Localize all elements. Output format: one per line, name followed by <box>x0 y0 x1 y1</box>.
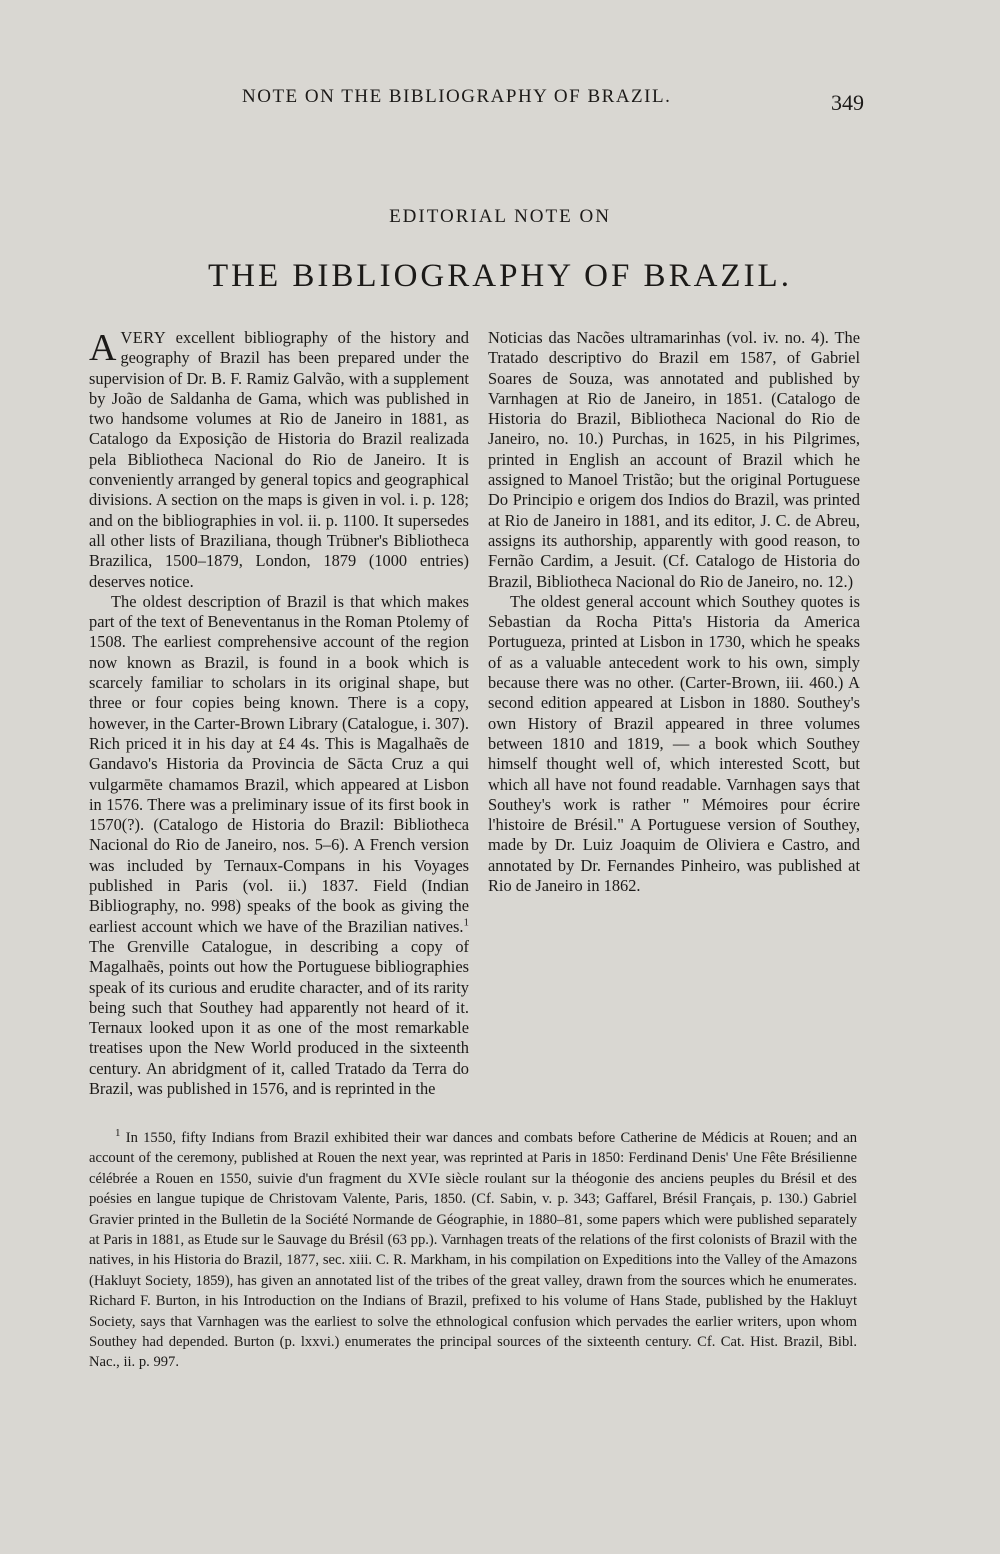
text-column-left <box>89 328 469 1099</box>
paragraph-1 <box>89 328 469 592</box>
footnote-mark: 1 <box>115 1127 121 1140</box>
paragraph-2-text: The oldest description of Brazil is that which makes part of the text of Beneventanus in the Roman Ptolemy of 1508. The earliest comprehensive account of the region now known as Brazil, is found in a book which is scarcely familiar to scholars in its original shape, but three or four copies being known. There is a copy, however, in the Carter-Brown Library (Catalogue, i. 307). Rich priced it in his day at £4 4s. This is Magalhaẽs de Gandavo's Historia da Provincia de Sācta Cruz a qui vulgarmēte chamamos Brazil, which appeared at Lisbon in 1576. There was a preliminary issue of its first book in 1570(?). (Catalogo de Historia do Brazil: Bibliotheca Nacional do Rio de Janeiro, nos. 5–6). A French version was included by Ternaux-Compans in his Voyages published in Paris (vol. ii.) 1837. Field (Indian Bibliography, no. 998) speaks of the book as giving the earliest account which we have of the Brazilian natives. <box>89 591 469 936</box>
footnote-reference: 1 <box>463 916 469 929</box>
footnote-paragraph <box>89 1128 857 1373</box>
footnote-text: In 1550, fifty Indians from Brazil exhibited their war dances and combats before Catherine de Médicis at Rouen; and an account of the ceremony, published at Rouen the next year, was reprinted at Paris in 1850: Ferdinand Denis' Une Fête Brésilienne célébrée a Rouen en 1550, suivie d'un fragment du XVIe siècle roulant sur la théogonie des anciens peuples du Brésil et des poésies en langue tupique de Christovam Valente, Paris, 1850. (Cf. Sabin, v. p. 343; Gaffarel, Brésil Français, p. 130.) Gabriel Gravier printed in the Bulletin de la Société Normande de Géographie, in 1880–81, some papers which were published separately at Paris in 1881, as Etude sur le Sauvage du Brésil (63 pp.). Varnhagen treats of the relations of the first colonists of Brazil with the natives, in his Historia do Brazil, 1877, sec. xiii. C. R. Markham, in his compilation on Expeditions into the Valley of the Amazons (Hakluyt Society, 1859), has given an annotated list of the tribes of the great valley, drawn from the sources which he enumerates. Richard F. Burton, in his Introduction on the Indians of Brazil, prefixed to his volume of Hans Stade, published by the Hakluyt Society, says that Varnhagen was the earliest to solve the ethnological confusion which pervades the earlier writers, upon whom Southey had depended. Burton (p. lxxvi.) enumerates the principal sources of the sixteenth century. Cf. Cat. Hist. Brazil, Bibl. Nac., ii. p. 997. <box>89 1130 857 1371</box>
paragraph-3 <box>488 592 860 896</box>
article-title: THE BIBLIOGRAPHY OF BRAZIL. <box>208 258 792 294</box>
paragraph-3-text: The oldest general account which Southey quotes is Sebastian da Rocha Pitta's Historia da America Portugueza, printed at Lisbon in 1730, which he speaks of as a valuable antecedent work to his own, simply because there was no other. (Carter-Brown, iii. 460.) A second edition appeared at Lisbon in 1880. Southey's own History of Brazil appeared in three volumes between 1810 and 1819, — a book which Southey himself thought well of, which interested Scott, but which all have not found readable. Varnhagen says that Southey's work is rather " Mémoires pour écrire l'histoire de Brésil." A Portuguese version of Southey, made by Dr. Luiz Joaquim de Oliviera e Castro, and annotated by Dr. Fernandes Pinheiro, was published at Rio de Janeiro in 1862. <box>488 591 860 896</box>
footnote <box>89 1128 857 1373</box>
paragraph-1-text: excellent bibliography of the history and geography of Brazil has been prepared under the supervision of Dr. B. F. Ramiz Galvão, with a supplement by João de Saldanha de Gama, which was published in two handsome volumes at Rio de Janeiro in 1881, as Catalogo da Exposição de Historia do Brazil realizada pela Bibliotheca Nacional do Rio de Janeiro. It is conveniently arranged by general topics and geographical divisions. A section on the maps is given in vol. i. p. 128; and on the bibliographies in vol. ii. p. 1100. It supersedes all other lists of Braziliana, though Trübner's Bibliotheca Brazilica, 1500–1879, London, 1879 (1000 entries) deserves notice. <box>89 328 469 591</box>
article-kicker: EDITORIAL NOTE ON <box>389 206 611 227</box>
page-number: 349 <box>831 90 864 115</box>
text-column-right <box>488 328 860 896</box>
running-head: NOTE ON THE BIBLIOGRAPHY OF BRAZIL. <box>242 86 672 107</box>
paragraph-2-overflow: Noticias das Nacões ultramarinhas (vol. iv. no. 4). The Tratado descriptivo do Brazil em 1587, of Gabriel Soares de Souza, was annotated and published by Varnhagen at Rio de Janeiro, in 1851. (Catalogo de Historia do Brazil, Bibliotheca Nacional do Rio de Janeiro, no. 10.) Purchas, in 1625, in his Pilgrimes, printed in English an account of Brazil which he assigned to Manoel Tristão; but the original Portuguese Do Principio e origem dos Indios do Brazil, was printed at Rio de Janeiro in 1881, and its editor, J. C. de Abreu, assigns its authorship, apparently with good reason, to Fernão Cardim, a Jesuit. (Cf. Catalogo de Historia do Brazil, Bibliotheca Nacional do Rio de Janeiro, no. 12.) <box>488 328 860 591</box>
drop-cap: A <box>89 327 117 369</box>
paragraph-2 <box>89 592 469 1099</box>
lead-caps: VERY <box>120 328 167 347</box>
paragraph-2-continued: The Grenville Catalogue, in describing a copy of Magalhaẽs, points out how the Portuguese bibliographies speak of its curious and erudite character, and of its rarity being such that Southey had apparently not heard of it. Ternaux looked upon it as one of the most remarkable treatises upon the New World produced in the sixteenth century. An abridgment of it, called Tratado da Terra do Brazil, was published in 1576, and is reprinted in the <box>89 936 469 1098</box>
